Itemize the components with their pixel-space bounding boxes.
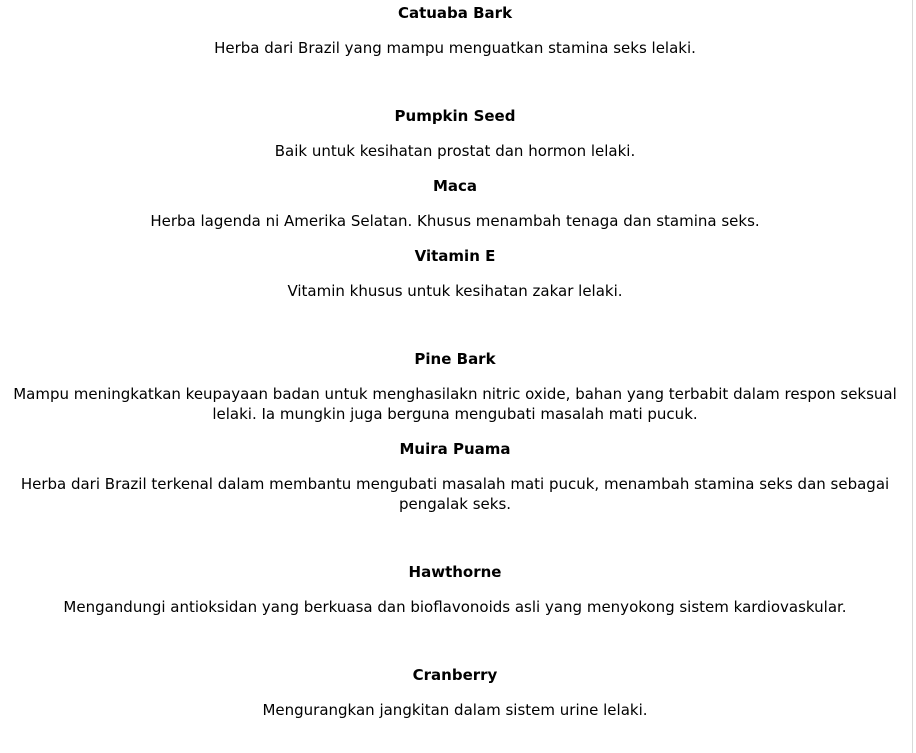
ingredient-title-pumpkin-seed: Pumpkin Seed (394, 107, 516, 125)
ingredient-description-hawthorne: Mengandungi antioksidan yang berkuasa dan bioflavonoids asli yang menyokong sistem kardiovaskular. (63, 598, 847, 616)
ingredient-title-hawthorne: Hawthorne (408, 563, 502, 581)
ingredient-title-maca: Maca (432, 177, 478, 195)
ingredient-description-cranberry: Mengurangkan jangkitan dalam sistem urine lelaki. (262, 701, 648, 719)
ingredient-title-muira-puama: Muira Puama (399, 440, 511, 458)
ingredient-description-muira-puama: Herba dari Brazil terkenal dalam membantu mengubati masalah mati pucuk, menambah stamina seks dan sebagai pengalak seks. (20, 475, 890, 513)
ingredient-description-pumpkin-seed: Baik untuk kesihatan prostat dan hormon lelaki. (274, 142, 636, 160)
ingredient-description-maca: Herba lagenda ni Amerika Selatan. Khusus menambah tenaga dan stamina seks. (150, 212, 760, 230)
ingredient-description-catuaba-bark: Herba dari Brazil yang mampu menguatkan stamina seks lelaki. (214, 39, 696, 57)
ingredient-description-pine-bark: Mampu meningkatkan keupayaan badan untuk menghasilakn nitric oxide, bahan yang terbabit dalam respon seksual lelaki. Ia mungkin juga berguna mengubati masalah mati pucuk. (13, 385, 897, 423)
ingredient-description-vitamin-e: Vitamin khusus untuk kesihatan zakar lelaki. (287, 282, 623, 300)
ingredient-title-pine-bark: Pine Bark (414, 350, 496, 368)
page-right-border (912, 0, 913, 753)
ingredient-title-cranberry: Cranberry (412, 666, 498, 684)
ingredient-title-catuaba-bark: Catuaba Bark (397, 4, 513, 22)
ingredient-title-vitamin-e: Vitamin E (414, 247, 496, 265)
